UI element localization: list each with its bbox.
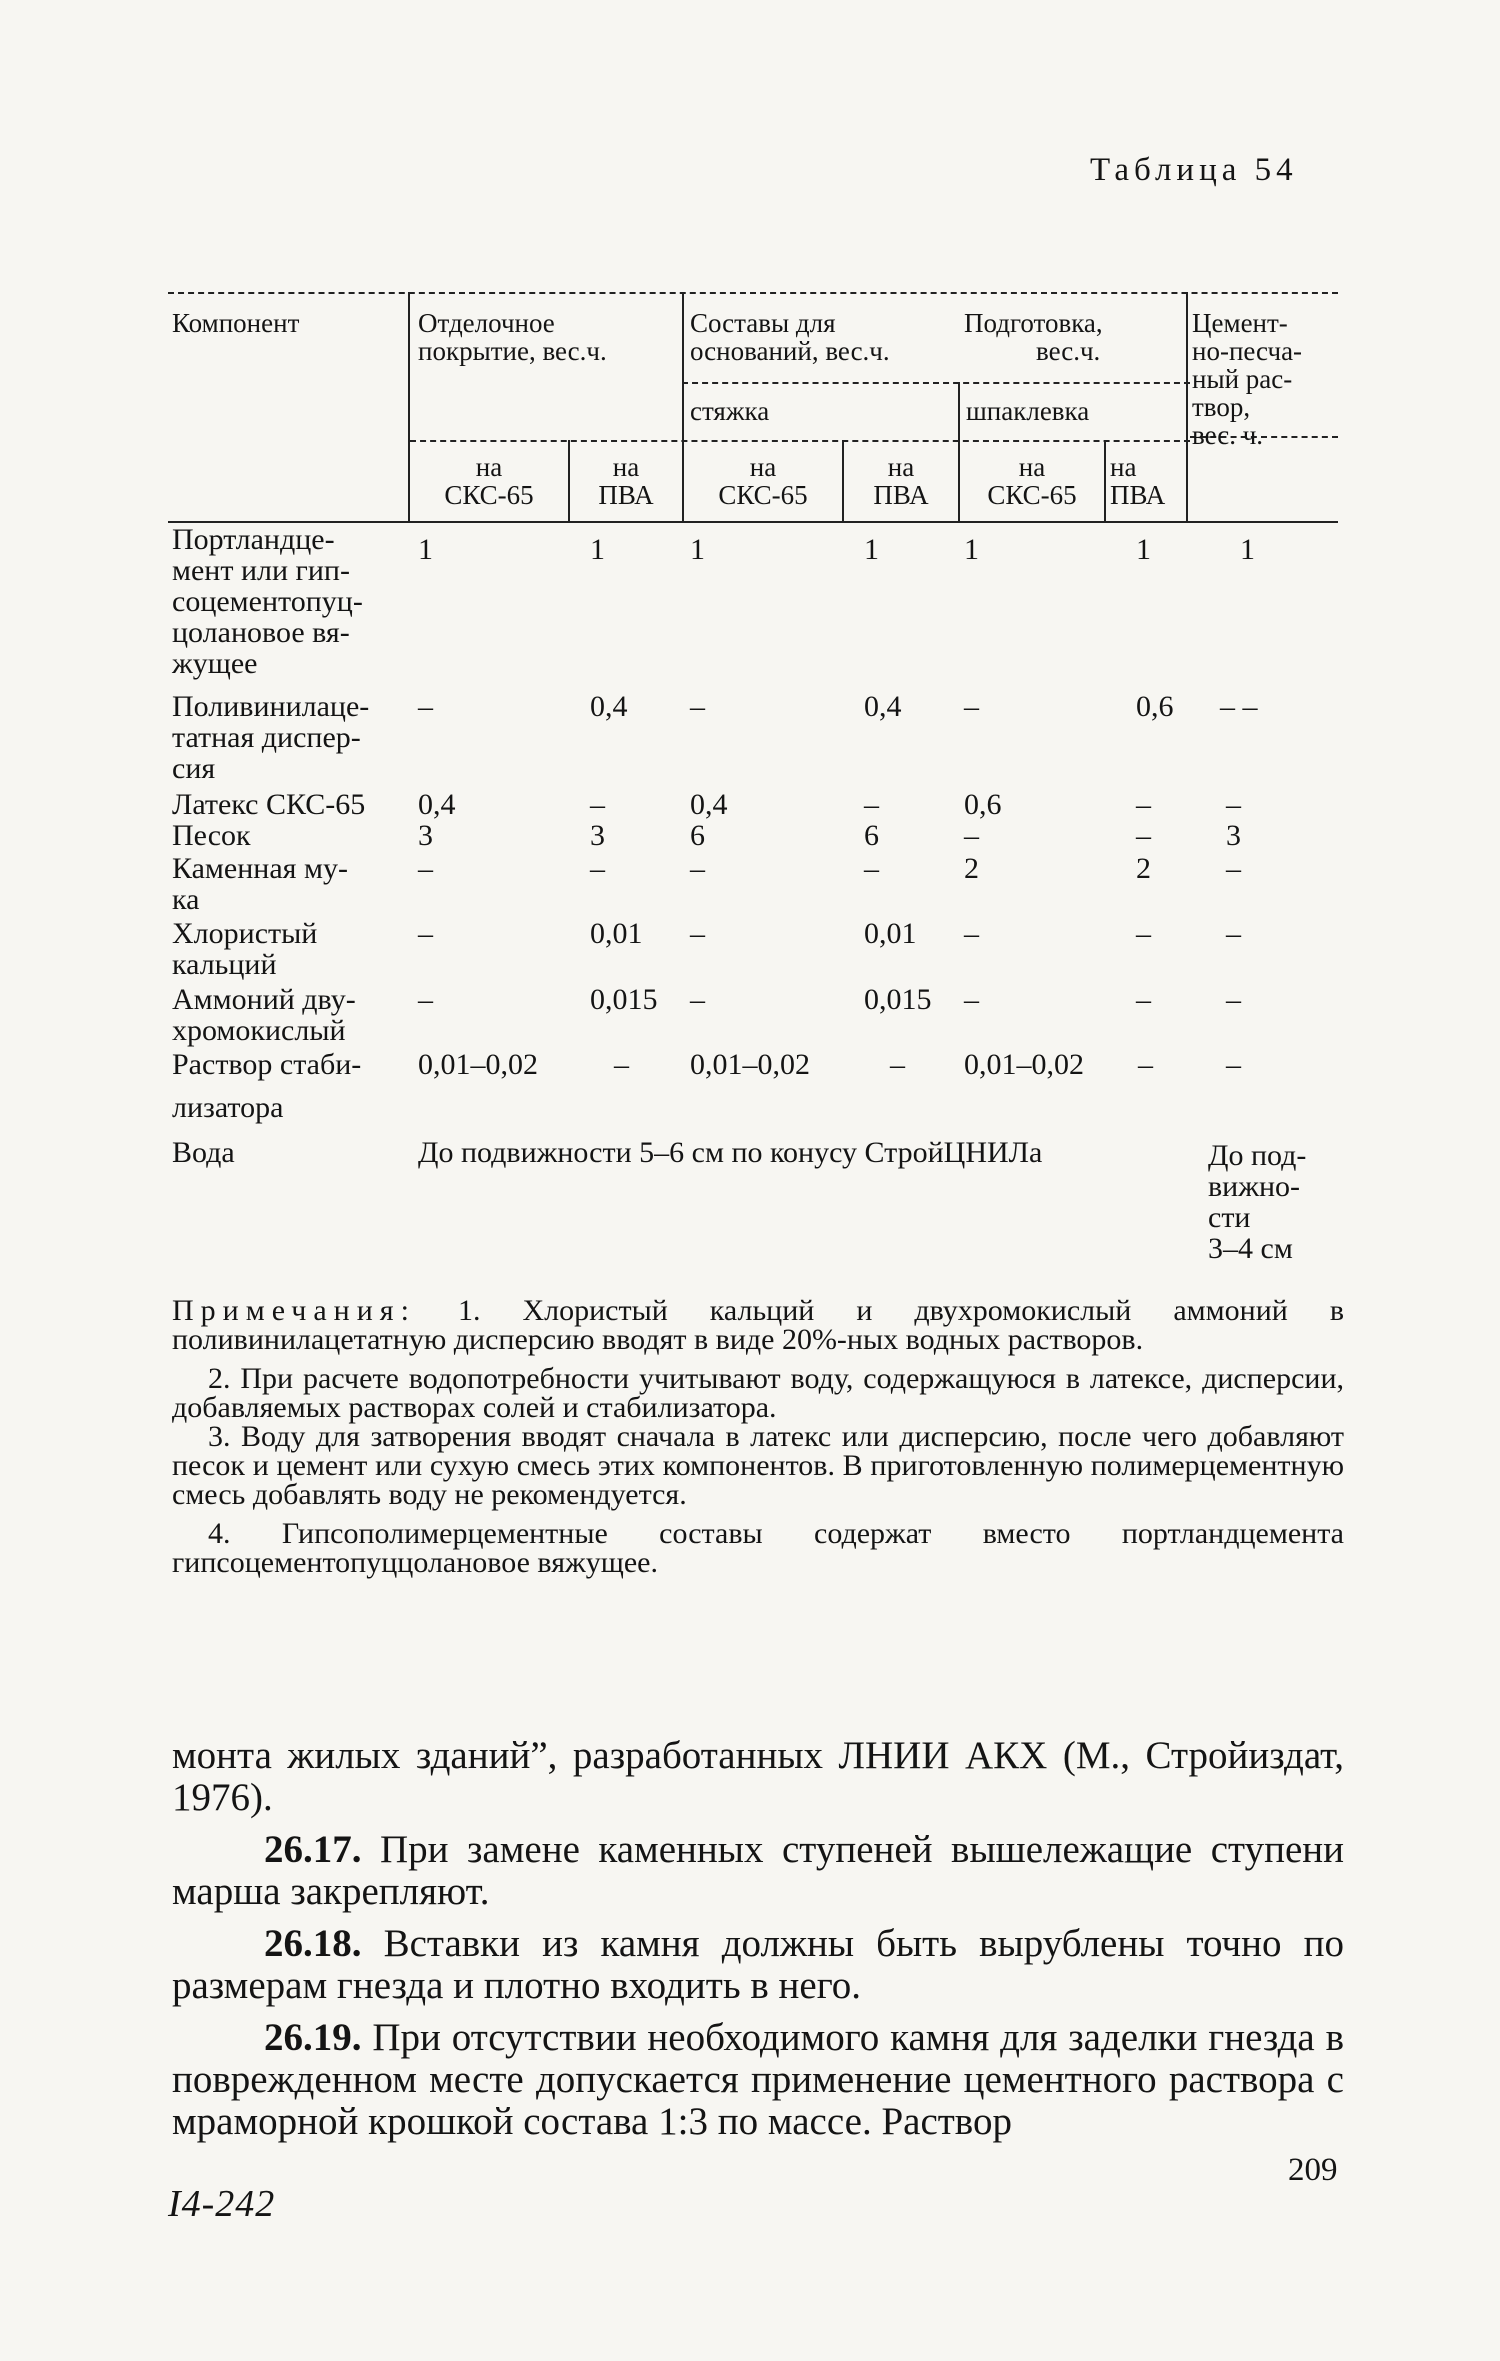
header-putty: шпаклевка <box>966 396 1090 426</box>
row-8-value-4: – <box>890 1048 905 1081</box>
row-5-value-3: – <box>690 852 705 885</box>
paragraph-26-18 <box>172 1923 1344 2007</box>
vrule-2 <box>568 440 570 522</box>
row-1-name-line-4: цолановое вя- <box>172 616 350 649</box>
row-2-name-line-2: татная диспер- <box>172 721 361 754</box>
row-8-value-6: – <box>1138 1048 1153 1081</box>
subheader-3-sks: СКС-65 <box>718 480 808 510</box>
subheader-5-na: на <box>1018 452 1046 482</box>
vrule-4 <box>842 440 844 522</box>
body-text <box>172 1735 1344 2153</box>
row-8-value-3: 0,01–0,02 <box>690 1048 810 1081</box>
row-8-value-1: 0,01–0,02 <box>418 1048 538 1081</box>
paragraph-continuation: монта жилых зданий”, разработанных ЛНИИ АКХ (М., Стройиздат, 1976). <box>172 1734 1344 1819</box>
row-4-value-4: 6 <box>864 819 879 852</box>
paragraph-26-18-text: Вставки из камня должны быть вырублены точно по размерам гнезда и плотно входить в него. <box>172 1922 1344 2007</box>
row-5-value-2: – <box>590 852 605 885</box>
notes-label: Примечания: <box>172 1294 416 1327</box>
header-finish-line-1: Отделочное <box>418 308 555 338</box>
row-7-value-1: – <box>418 983 433 1016</box>
row-7-value-7: – <box>1226 983 1241 1016</box>
row-2-value-5: – <box>964 690 979 723</box>
row-5-name-line-2: ка <box>172 883 200 916</box>
header-cement-line-5: вес. ч. <box>1192 420 1264 450</box>
row-8-value-7: – <box>1226 1048 1241 1081</box>
header-component: Компонент <box>172 308 300 338</box>
row-2-name-line-1: Поливинилаце- <box>172 690 370 723</box>
row-6-value-1: – <box>418 917 433 950</box>
paragraph-26-17-text: При замене каменных ступеней вышележащие ступени марша закрепляют. <box>172 1828 1344 1913</box>
water-last-line-3: сти <box>1208 1201 1251 1234</box>
row-1-value-2: 1 <box>590 533 605 566</box>
subheader-2-pva: ПВА <box>598 480 654 510</box>
row-1-value-6: 1 <box>1136 533 1151 566</box>
row-6-value-4: 0,01 <box>864 917 917 950</box>
header-cement-line-1: Цемент- <box>1192 308 1288 338</box>
header-rule-2 <box>410 440 1190 442</box>
row-7-value-5: – <box>964 983 979 1016</box>
row-1-name-line-1: Портландце- <box>172 523 335 556</box>
note-1-text: 1. Хлористый кальций и двухромокислый аммоний в поливинилацетатную дисперсию вводят в виде 20%-ных водных растворов. <box>172 1294 1344 1356</box>
row-6-value-6: – <box>1136 917 1151 950</box>
row-1-value-5: 1 <box>964 533 979 566</box>
header-base-line-1: Составы для <box>690 308 836 338</box>
row-3-value-7: – <box>1226 788 1241 821</box>
subheader-4-pva: ПВА <box>873 480 929 510</box>
row-4-value-3: 6 <box>690 819 705 852</box>
row-1-value-7: 1 <box>1240 533 1255 566</box>
paragraph-26-19-text: При отсутствии необходимого камня для заделки гнезда в поврежденном месте допускается применение цементного раствора с мраморной крошкой состава 1:3 по массе. Раствор <box>172 2016 1344 2143</box>
header-cement-line-4: твор, <box>1192 392 1251 422</box>
row-7-value-2: 0,015 <box>590 983 658 1016</box>
row-5-value-7: – <box>1226 852 1241 885</box>
row-2-value-7: – – <box>1220 690 1258 723</box>
header-screed: стяжка <box>690 396 770 426</box>
clause-number-26-17: 26.17. <box>264 1828 362 1871</box>
row-7-value-4: 0,015 <box>864 983 932 1016</box>
header-finish-line-2: покрытие, вес.ч. <box>418 336 607 366</box>
table-caption: Таблица 54 <box>1090 152 1298 188</box>
row-5-name-line-1: Каменная му- <box>172 852 348 885</box>
subheader-5-sks: СКС-65 <box>987 480 1077 510</box>
header-base-line-2: оснований, вес.ч. <box>690 336 890 366</box>
signature-mark: I4-242 <box>168 2183 276 2225</box>
header-cement-line-3: ный рас- <box>1192 364 1293 394</box>
row-3-value-4: – <box>864 788 879 821</box>
row-8-name-line-2: лизатора <box>172 1091 284 1124</box>
row-6-value-5: – <box>964 917 979 950</box>
row-7-value-3: – <box>690 983 705 1016</box>
row-1-name-line-2: мент или гип- <box>172 554 350 587</box>
subheader-1-sks: СКС-65 <box>444 480 534 510</box>
row-8-value-2: – <box>614 1048 629 1081</box>
header-cement-line-2: но-песча- <box>1192 336 1303 366</box>
header-rule-1 <box>682 382 1190 384</box>
row-2-value-2: 0,4 <box>590 690 628 723</box>
water-name: Вода <box>172 1136 235 1169</box>
row-5-value-4: – <box>864 852 879 885</box>
row-3-name: Латекс СКС-65 <box>172 788 366 821</box>
row-7-value-6: – <box>1136 983 1151 1016</box>
row-6-value-7: – <box>1226 917 1241 950</box>
row-5-value-1: – <box>418 852 433 885</box>
row-8-value-5: 0,01–0,02 <box>964 1048 1084 1081</box>
table-notes <box>172 1296 1344 1577</box>
water-last-line-4: 3–4 см <box>1208 1232 1293 1265</box>
row-6-value-3: – <box>690 917 705 950</box>
row-1-value-3: 1 <box>690 533 705 566</box>
row-7-name-line-2: хромокислый <box>172 1014 346 1047</box>
row-5-value-6: 2 <box>1136 852 1151 885</box>
row-6-value-2: 0,01 <box>590 917 643 950</box>
clause-number-26-19: 26.19. <box>264 2016 362 2059</box>
vrule-7 <box>1186 292 1188 522</box>
header-prep-line-1: Подготовка, <box>964 308 1103 338</box>
subheader-4-na: на <box>887 452 915 482</box>
vrule-6 <box>1104 440 1106 522</box>
row-3-value-5: 0,6 <box>964 788 1002 821</box>
note-2: 2. При расчете водопотребности учитывают воду, содержащуюся в латексе, дисперсии, добавляемых растворах солей и стабилизатора. <box>172 1362 1344 1424</box>
paragraph-26-17 <box>172 1829 1344 1913</box>
page-number: 209 <box>1288 2152 1338 2188</box>
row-3-value-1: 0,4 <box>418 788 456 821</box>
row-4-value-2: 3 <box>590 819 605 852</box>
note-1 <box>172 1296 1344 1354</box>
subheader-1-na: на <box>475 452 503 482</box>
row-2-name-line-3: сия <box>172 752 216 785</box>
note-3: 3. Воду для затворения вводят сначала в латекс или дисперсию, после чего добавляют песок и цемент или сухую смесь этих компонентов. В приготовленную полимерцементную смесь добавлять воду не рекомендуется. <box>172 1420 1344 1511</box>
row-2-value-1: – <box>418 690 433 723</box>
row-7-name-line-1: Аммоний дву- <box>172 983 356 1016</box>
subheader-6-pva: ПВА <box>1110 480 1166 510</box>
row-4-value-1: 3 <box>418 819 433 852</box>
water-span-text: До подвижности 5–6 см по конусу СтройЦНИЛа <box>418 1136 1043 1169</box>
row-4-name: Песок <box>172 819 251 852</box>
subheader-6-na: на <box>1110 452 1137 482</box>
row-2-value-6: 0,6 <box>1136 690 1174 723</box>
row-2-value-4: 0,4 <box>864 690 902 723</box>
row-5-value-5: 2 <box>964 852 979 885</box>
row-6-name-line-1: Хлористый <box>172 917 318 950</box>
row-1-value-1: 1 <box>418 533 433 566</box>
water-last-line-2: вижно- <box>1208 1170 1300 1203</box>
row-8-name-line-1: Раствор стаби- <box>172 1048 362 1081</box>
header-bottom-rule <box>168 521 1338 523</box>
note-4: 4. Гипсополимерцементные составы содержат вместо портландцемента гипсоцементопуццолановое вяжущее. <box>172 1517 1344 1579</box>
row-4-value-5: – <box>964 819 979 852</box>
row-6-name-line-2: кальций <box>172 948 277 981</box>
table-top-rule <box>168 292 1338 294</box>
water-last-line-1: До под- <box>1208 1139 1307 1172</box>
header-prep-line-2: вес.ч. <box>1036 336 1101 366</box>
row-3-value-2: – <box>590 788 605 821</box>
row-2-value-3: – <box>690 690 705 723</box>
paragraph-26-19 <box>172 2017 1344 2143</box>
subheader-3-na: на <box>749 452 777 482</box>
row-1-value-4: 1 <box>864 533 879 566</box>
row-3-value-6: – <box>1136 788 1151 821</box>
row-1-name-line-3: соцементопуц- <box>172 585 363 618</box>
row-4-value-6: – <box>1136 819 1151 852</box>
row-4-value-7: 3 <box>1226 819 1241 852</box>
row-1-name-line-5: жущее <box>172 647 258 680</box>
subheader-2-na: на <box>612 452 640 482</box>
clause-number-26-18: 26.18. <box>264 1922 362 1965</box>
row-3-value-3: 0,4 <box>690 788 728 821</box>
